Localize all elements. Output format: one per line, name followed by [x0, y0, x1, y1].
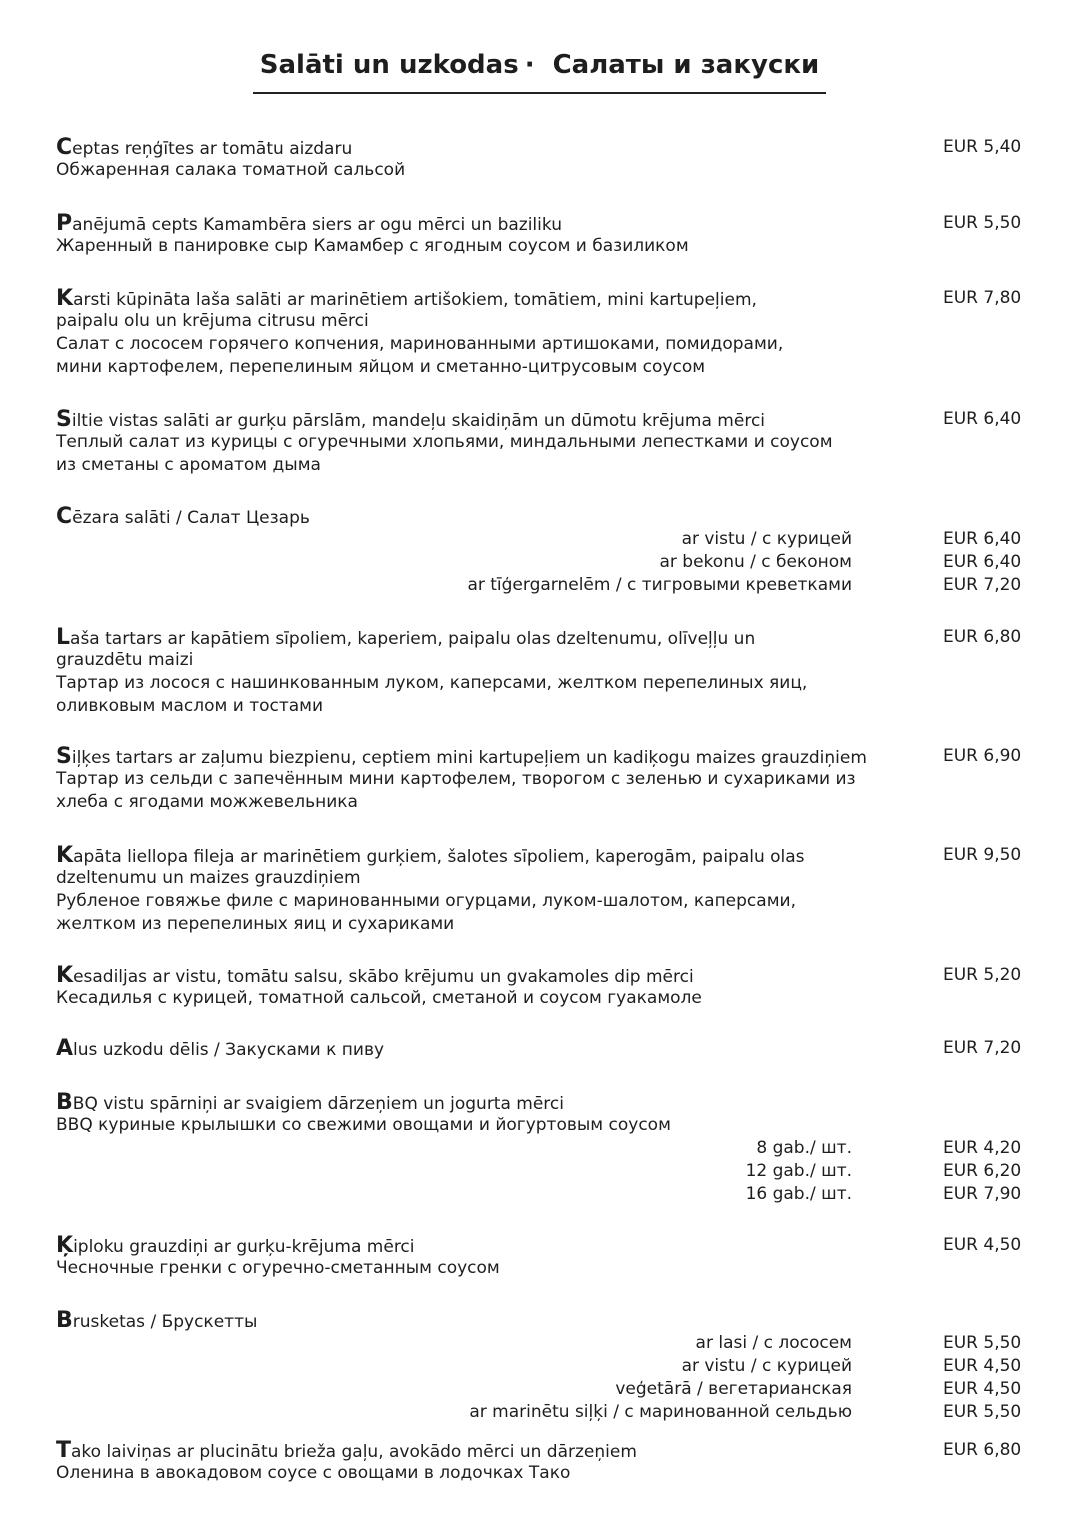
menu-item: [56, 136, 1056, 182]
item-name-text: paipalu olu un krējuma citrusu mērci: [56, 311, 369, 331]
option-price: EUR 4,50: [943, 1356, 1022, 1376]
item-name-ru: Чесночные гренки с огуречно-сметанным соусом: [56, 1258, 500, 1278]
item-name-lv: [56, 136, 1056, 159]
item-name-text: Laša tartars ar kapātiem sīpoliem, kaperiem, paipalu olas dzeltenumu, olīveļļu un: [56, 625, 756, 650]
option-price: EUR 6,40: [943, 529, 1022, 549]
item-name-ru: Теплый салат из курицы с огуречными хлопьями, миндальными лепестками и соусом: [56, 432, 833, 452]
item-name-ru: Жаренный в панировке сыр Камамбер с ягодным соусом и базиликом: [56, 236, 689, 256]
item-initial: B: [56, 1090, 73, 1115]
item-name-ru: Рубленое говяжье филе с маринованными огурцами, луком-шалотом, каперсами,: [56, 891, 796, 911]
item-initial: C: [56, 135, 73, 160]
item-name-text: Siļķes tartars ar zaļumu biezpienu, ceptiem mini kartupeļiem un kadiķogu maizes grauzdiņiem: [56, 744, 867, 769]
item-name-text: Siltie vistas salāti ar gurķu pārslām, mandeļu skaidiņām un dūmotu krējuma mērci: [56, 407, 766, 432]
item-option: [56, 1332, 1056, 1355]
item-name-ru: Обжаренная салака томатной сальсой: [56, 160, 406, 180]
menu-item: [56, 626, 1056, 718]
menu-item: [56, 1309, 1056, 1424]
option-label: ar tīģergarnelēm / с тигровыми креветками: [467, 575, 852, 595]
item-option: [56, 1160, 1056, 1183]
menu-item: [56, 1439, 1056, 1485]
item-initial: K: [56, 843, 74, 868]
option-price: EUR 6,20: [943, 1161, 1022, 1181]
item-price: EUR 4,50: [943, 1235, 1022, 1255]
item-price: EUR 6,80: [943, 627, 1022, 647]
menu-item: [56, 1091, 1056, 1206]
item-name-ru: Кесадилья с курицей, томатной сальсой, сметаной и соусом гуакамоле: [56, 988, 702, 1008]
item-price: EUR 5,40: [943, 137, 1022, 157]
item-initial: Ķ: [56, 1233, 74, 1258]
item-name-lv: [56, 212, 1056, 235]
item-name-lv: [56, 310, 1056, 333]
item-name-text: Kesadiljas ar vistu, tomātu salsu, skābo krējumu un gvakamoles dip mērci: [56, 963, 694, 988]
item-name-text: grauzdētu maizi: [56, 650, 194, 670]
item-name-lv: [56, 964, 1056, 987]
item-initial: T: [56, 1438, 72, 1463]
item-name-text: Panējumā cepts Kamambēra siers ar ogu mērci un baziliku: [56, 211, 562, 236]
item-price: EUR 6,90: [943, 746, 1022, 766]
item-name-ru: Оленина в авокадовом соусе с овощами в лодочках Тако: [56, 1463, 571, 1483]
item-name-lv: [56, 1234, 1056, 1257]
item-name-text: Karsti kūpināta laša salāti ar marinētiem artišokiem, tomātiem, mini kartupeļiem,: [56, 286, 757, 311]
item-initial: L: [56, 625, 71, 650]
item-option: [56, 528, 1056, 551]
option-label: ar marinētu siļķi / с маринованной сельдью: [469, 1402, 852, 1422]
item-name-lv: [56, 1309, 1056, 1332]
item-option: [56, 1183, 1056, 1206]
item-option: [56, 551, 1056, 574]
option-price: EUR 4,50: [943, 1379, 1022, 1399]
title-russian: Салаты и закуски: [552, 50, 820, 80]
item-name-text: Tako laiviņas ar plucinātu brieža gaļu, avokādo mērci un dārzeņiem: [56, 1438, 637, 1463]
item-initial: P: [56, 211, 73, 236]
item-option: [56, 1401, 1056, 1424]
title-latvian: Salāti un uzkodas: [259, 50, 519, 80]
item-name-ru: BBQ куриные крылышки со свежими овощами и йогуртовым соусом: [56, 1115, 671, 1135]
item-name-ru: Тартар из сельди с запечённым мини картофелем, творогом с зеленью и сухариками из: [56, 769, 856, 789]
item-price: EUR 6,80: [943, 1440, 1022, 1460]
item-price: EUR 7,80: [943, 288, 1022, 308]
option-label: ar bekonu / с беконом: [659, 552, 852, 572]
menu-item: [56, 844, 1056, 936]
item-name-lv: [56, 867, 1056, 890]
item-price: EUR 9,50: [943, 845, 1022, 865]
item-name-lv: [56, 844, 1056, 867]
option-label: ar lasi / с лососем: [695, 1333, 852, 1353]
option-label: ar vistu / с курицей: [681, 1356, 852, 1376]
item-option: [56, 1355, 1056, 1378]
item-name-lv: [56, 505, 1056, 528]
menu-item: [56, 964, 1056, 1010]
option-price: EUR 6,40: [943, 552, 1022, 572]
item-name-ru: желтком из перепелиных яиц и сухариками: [56, 914, 455, 934]
item-name-lv: [56, 745, 1056, 768]
title-separator: ·: [524, 50, 535, 80]
item-name-lv: [56, 626, 1056, 649]
item-option: [56, 1378, 1056, 1401]
item-initial: S: [56, 407, 72, 432]
item-name-text: BBQ vistu spārniņi ar svaigiem dārzeņiem un jogurta mērci: [56, 1090, 564, 1115]
item-name-ru: мини картофелем, перепелиным яйцом и сметанно-цитрусовым соусом: [56, 357, 706, 377]
menu-item: [56, 505, 1056, 597]
item-name-ru: из сметаны с ароматом дыма: [56, 455, 321, 475]
option-label: 16 gab./ шт.: [745, 1184, 852, 1204]
menu-item: [56, 287, 1056, 379]
item-option: [56, 1137, 1056, 1160]
option-price: EUR 7,20: [943, 575, 1022, 595]
item-price: EUR 5,50: [943, 213, 1022, 233]
item-option: [56, 574, 1056, 597]
menu-item: [56, 745, 1056, 814]
item-name-lv: [56, 649, 1056, 672]
item-name-lv: [56, 1439, 1056, 1462]
item-initial: B: [56, 1308, 73, 1333]
item-price: EUR 6,40: [943, 409, 1022, 429]
item-initial: K: [56, 286, 74, 311]
option-price: EUR 7,90: [943, 1184, 1022, 1204]
option-label: 8 gab./ шт.: [756, 1138, 852, 1158]
item-initial: K: [56, 963, 74, 988]
item-name-text: Kapāta liellopa fileja ar marinētiem gurķiem, šalotes sīpoliem, kaperogām, paipalu olas: [56, 843, 805, 868]
item-name-ru: Тартар из лосося с нашинкованным луком, каперсами, желтком перепелиных яиц,: [56, 673, 808, 693]
item-initial: S: [56, 744, 72, 769]
item-name-text: Cēzara salāti / Салат Цезарь: [56, 504, 310, 529]
option-price: EUR 4,20: [943, 1138, 1022, 1158]
item-name-lv: [56, 408, 1056, 431]
item-price: EUR 5,20: [943, 965, 1022, 985]
option-price: EUR 5,50: [943, 1402, 1022, 1422]
item-name-lv: [56, 1091, 1056, 1114]
item-name-text: Brusketas / Брускетты: [56, 1308, 258, 1333]
item-initial: C: [56, 504, 73, 529]
option-price: EUR 5,50: [943, 1333, 1022, 1353]
menu-item: [56, 408, 1056, 477]
item-name-lv: [56, 1037, 1056, 1060]
item-name-lv: [56, 287, 1056, 310]
item-name-text: Ķiploku grauzdiņi ar gurķu-krējuma mērci: [56, 1233, 415, 1258]
option-label: 12 gab./ шт.: [745, 1161, 852, 1181]
page-title: [253, 46, 826, 94]
item-name-ru: оливковым маслом и тостами: [56, 696, 324, 716]
option-label: ar vistu / с курицей: [681, 529, 852, 549]
item-initial: A: [56, 1036, 74, 1061]
item-price: EUR 7,20: [943, 1038, 1022, 1058]
item-name-text: Alus uzkodu dēlis / Закусками к пиву: [56, 1036, 385, 1061]
menu-item: [56, 1037, 1056, 1060]
item-name-ru: Салат с лососем горячего копчения, маринованными артишоками, помидорами,: [56, 334, 784, 354]
menu-item: [56, 212, 1056, 258]
item-name-text: dzeltenumu un maizes grauzdiņiem: [56, 868, 361, 888]
option-label: veģetārā / вегетарианская: [615, 1379, 852, 1399]
menu-item: [56, 1234, 1056, 1280]
item-name-ru: хлеба с ягодами можжевельника: [56, 792, 358, 812]
item-name-text: Ceptas reņģītes ar tomātu aizdaru: [56, 135, 353, 160]
